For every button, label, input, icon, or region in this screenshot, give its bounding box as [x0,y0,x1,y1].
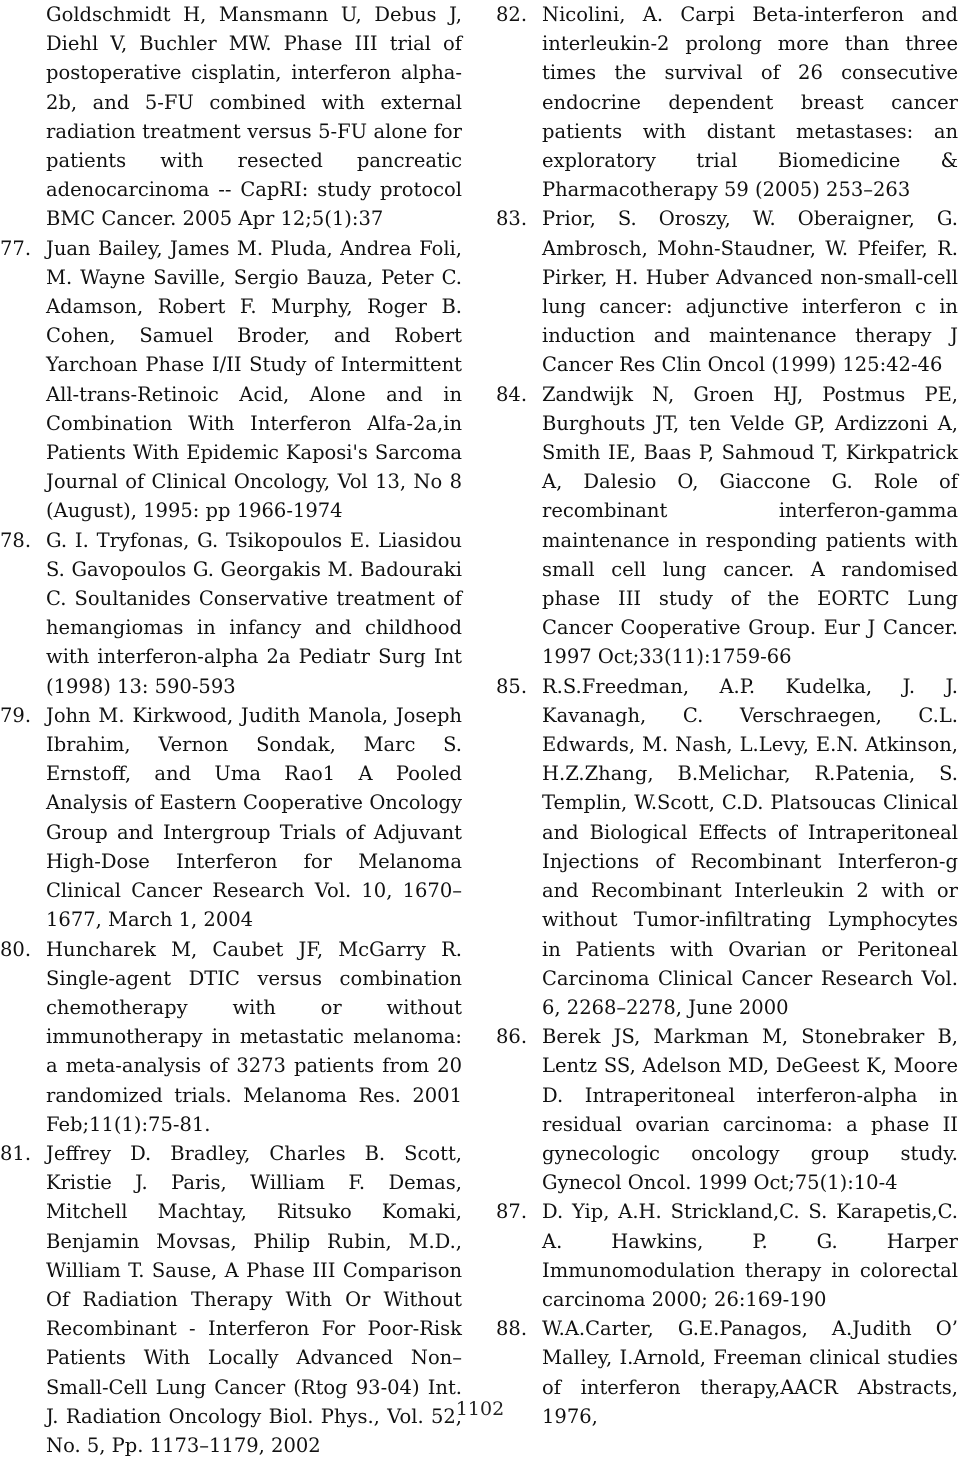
reference-entry-86 [496,1022,958,1197]
reference-text: Jeffrey D. Bradley, Charles B. Scott, Kristie J. Paris, William F. Demas, Mitchell Machtay, Ritsuko Komaki, Benjamin Movsas, Philip Rubin, M.D., William T. Sause, A Phase III Comparison Of Radiation Therapy With Or Without Recombinant - Interferon For Poor-Risk Patients With Locally Advanced Non–Small-Cell Lung Cancer (Rtog 93-04) Int. J. Radiation Oncology Biol. Phys., Vol. 52, No. 5, Pp. 1173–1179, 2002 [46,1141,462,1457]
reference-text: Zandwijk N, Groen HJ, Postmus PE, Burghouts JT, ten Velde GP, Ardizzoni A, Smith IE, Baas P, Sahmoud T, Kirkpatrick A, Dalesio O, Giaccone G. Role of recombinant interferon-gamma maintenance in responding patients with small cell lung cancer. A randomised phase III study of the EORTC Lung Cancer Cooperative Group. Eur J Cancer. 1997 Oct;33(11):1759-66 [542,382,958,669]
reference-entry-83 [496,204,958,379]
reference-entry-80 [0,935,462,1139]
reference-text: W.A.Carter, G.E.Panagos, A.Judith O’ Malley, I.Arnold, Freeman clinical studies of interferon therapy,AACR Abstracts, 1976, [542,1317,958,1428]
reference-column-right [496,0,958,1431]
reference-text: Nicolini, A. Carpi Beta-interferon and interleukin-2 prolong more than three times the survival of 26 consecutive endocrine dependent breast cancer patients with distant metastases: an exploratory trial Biomedicine & Pharmacotherapy 59 (2005) 253–263 [542,3,958,202]
reference-entry-84 [496,380,958,672]
reference-number: 84. [496,382,528,406]
reference-number: 88. [496,1317,528,1341]
reference-entry-76-continued [46,0,462,234]
reference-entry-79 [0,701,462,935]
reference-text: R.S.Freedman, A.P. Kudelka, J. J. Kavanagh, C. Verschraegen, C.L. Edwards, M. Nash, L.Levy, E.N. Atkinson, H.Z.Zhang, B.Melichar, R.Patenia, S. Templin, W.Scott, C.D. Platsoucas Clinical and Biological Effects of Intraperitoneal Injections of Recombinant Interferon-g and Recombinant Interleukin 2 with or without Tumor-infiltrating Lymphocytes in Patients with Ovarian or Peritoneal Carcinoma Clinical Cancer Research Vol. 6, 2268–2278, June 2000 [542,674,958,1019]
reference-text: Berek JS, Markman M, Stonebraker B, Lentz SS, Adelson MD, DeGeest K, Moore D. Intraperitoneal interferon-alpha in residual ovarian carcinoma: a phase II gynecologic oncology group study. Gynecol Oncol. 1999 Oct;75(1):10-4 [542,1025,958,1195]
reference-number: 83. [496,207,528,231]
reference-entry-85 [496,672,958,1022]
reference-number: 82. [496,3,528,26]
page-number: 1102 [455,1398,505,1420]
reference-text: Goldschmidt H, Mansmann U, Debus J, Diehl V, Buchler MW. Phase III trial of postoperative cisplatin, interferon alpha-2b, and 5-FU combined with external radiation treatment versus 5-FU alone for patients with resected pancreatic adenocarcinoma -- CapRI: study protocol BMC Cancer. 2005 Apr 12;5(1):37 [46,3,462,231]
reference-text: Prior, S. Oroszy, W. Oberaigner, G. Ambrosch, Mohn-Staudner, W. Pfeifer, R. Pirker, H. Huber Advanced non-small-cell lung cancer: adjunctive interferon c in induction and maintenance therapy J Cancer Res Clin Oncol (1999) 125:42-46 [542,207,958,377]
reference-entry-87 [496,1197,958,1314]
reference-entry-78 [0,526,462,701]
reference-entry-82 [496,0,958,204]
reference-text: Juan Bailey, James M. Pluda, Andrea Foli, M. Wayne Saville, Sergio Bauza, Peter C. Adamson, Robert F. Murphy, Roger B. Cohen, Samuel Broder, and Robert Yarchoan Phase I/II Study of Intermittent All-trans-Retinoic Acid, Alone and in Combination With Interferon Alfa-2a,in Patients With Epidemic Kaposi's Sarcoma Journal of Clinical Oncology, Vol 13, No 8 (August), 1995: pp 1966-1974 [46,236,462,523]
reference-number: 79. [0,703,32,727]
reference-text: G. I. Tryfonas, G. Tsikopoulos E. Liasidou S. Gavopoulos G. Georgakis M. Badouraki C. Soultanides Conservative treatment of hemangiomas in infancy and childhood with interferon-alpha 2a Pediatr Surg Int (1998) 13: 590-593 [46,528,462,698]
reference-number: 87. [496,1200,528,1224]
reference-text: Huncharek M, Caubet JF, McGarry R. Single-agent DTIC versus combination chemotherapy with or without immunotherapy in metastatic melanoma: a meta-analysis of 3273 patients from 20 randomized trials. Melanoma Res. 2001 Feb;11(1):75-81. [46,937,462,1136]
reference-number: 77. [0,236,32,260]
reference-number: 80. [0,937,32,961]
reference-number: 85. [496,674,528,698]
reference-number: 86. [496,1025,528,1049]
reference-number: 81. [0,1141,32,1165]
reference-entry-77 [0,234,462,526]
reference-column-left [0,0,462,1460]
reference-number: 78. [0,528,32,552]
reference-text: D. Yip, A.H. Strickland,C. S. Karapetis,C. A. Hawkins, P. G. Harper Immunomodulation therapy in colorectal carcinoma 2000; 26:169-190 [542,1200,958,1311]
reference-text: John M. Kirkwood, Judith Manola, Joseph Ibrahim, Vernon Sondak, Marc S. Ernstoff, and Uma Rao1 A Pooled Analysis of Eastern Cooperative Oncology Group and Intergroup Trials of Adjuvant High-Dose Interferon for Melanoma Clinical Cancer Research Vol. 10, 1670–1677, March 1, 2004 [46,703,462,932]
